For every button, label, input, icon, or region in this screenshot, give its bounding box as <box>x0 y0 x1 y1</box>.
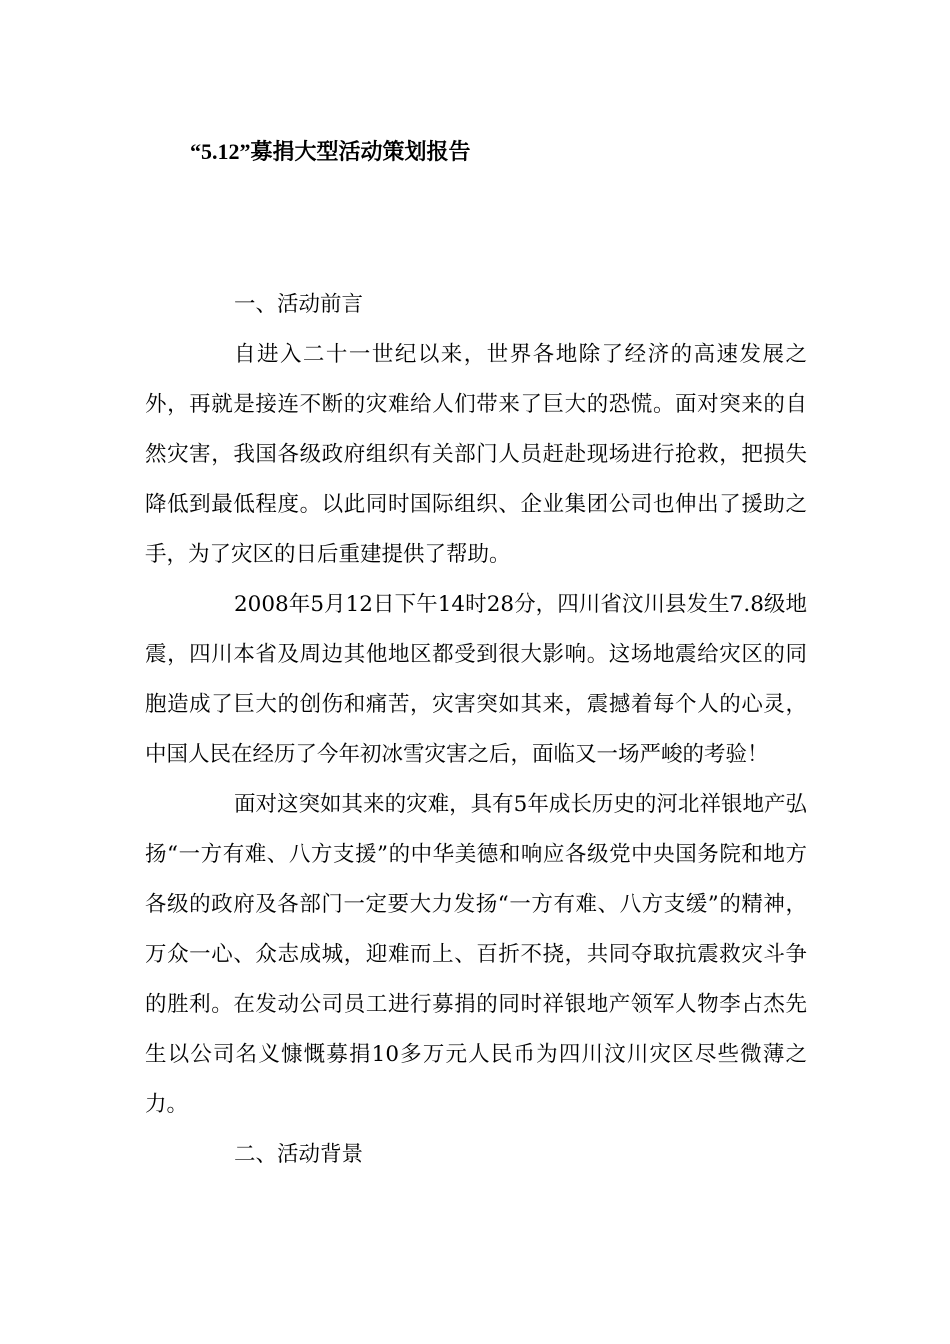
section-heading-preface: 一、活动前言 <box>234 292 364 317</box>
paragraph-preface-3: 面对这突如其来的灾难，具有5年成长历史的河北祥银地产弘扬“一方有难、八方支援”的中华美德和响应各级党中央国务院和地方各级的政府及各部门一定要大力发扬“一方有难、八方支缓”的精神，万众一心、众志成城，迎难而上、百折不挠，共同夺取抗震救灾斗争的胜利。在发动公司员工进行募捐的同时祥银地产领军人物李占杰先生以公司名义慷慨募捐10多万元人民币为四川汶川灾区尽些微薄之力。 <box>145 792 807 1117</box>
paragraph-preface-2: 2008年5月12日下午14时28分，四川省汶川县发生7.8级地震，四川本省及周边其他地区都受到很大影响。这场地震给灾区的同胞造成了巨大的创伤和痛苦，灾害突如其来，震撼着每个人的心灵，中国人民在经历了今年初冰雪灾害之后，面临又一场严峻的考验！ <box>145 592 807 767</box>
paragraph-preface-1: 自进入二十一世纪以来，世界各地除了经济的高速发展之外，再就是接连不断的灾难给人们带来了巨大的恐慌。面对突来的自然灾害，我国各级政府组织有关部门人员赶赴现场进行抢救，把损失降低到最低程度。以此同时国际组织、企业集团公司也伸出了援助之手，为了灾区的日后重建提供了帮助。 <box>145 342 807 567</box>
document-title: “5.12”募捐大型活动策划报告 <box>190 139 471 164</box>
section-heading-background: 二、活动背景 <box>234 1142 364 1167</box>
document-body <box>145 280 807 1180</box>
